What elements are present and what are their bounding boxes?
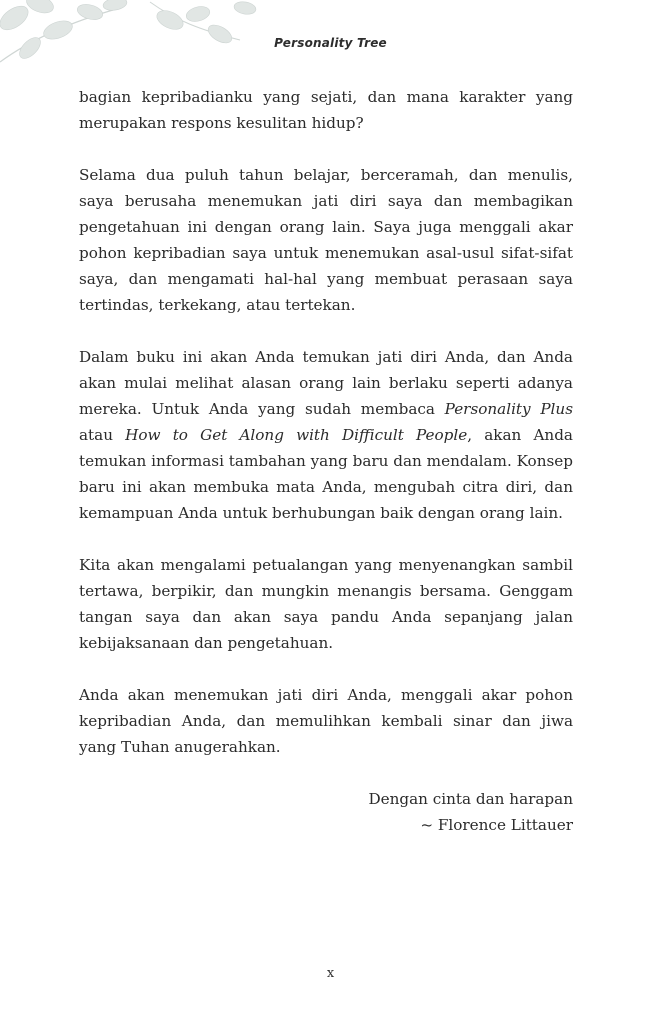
paragraph: bagian kepribadianku yang sejati, dan mana karakter yang merupakan respons kesulitan hidup?: [79, 88, 573, 132]
body-text: [79, 84, 573, 838]
author-name: ~ Florence Littauer: [420, 816, 573, 834]
paragraph: Anda akan menemukan jati diri Anda, menggali akar pohon kepribadian Anda, dan memulihkan kembali sinar dan jiwa yang Tuhan anugerahkan.: [79, 686, 573, 756]
paragraph: [79, 344, 573, 526]
book-title: Personality Plus: [444, 400, 573, 418]
paragraph-text: Dalam buku ini akan Anda temukan jati diri Anda, dan Anda akan mulai melihat alasan orang lain berlaku seperti adanya mereka. Untuk Anda yang sudah membaca: [79, 348, 573, 418]
signoff: [79, 786, 573, 838]
book-title: How to Get Along with Difficult People: [125, 426, 468, 444]
page-number: x: [326, 966, 335, 981]
running-header-title: Personality Tree: [274, 36, 387, 50]
paragraph: Kita akan mengalami petualangan yang menyenangkan sambil tertawa, berpikir, dan mungkin menangis bersama. Genggam tangan saya dan akan saya pandu Anda sepanjang jalan kebijaksanaan dan pengetahuan.: [79, 556, 573, 652]
paragraph: Selama dua puluh tahun belajar, berceramah, dan menulis, saya berusaha menemukan jati diri saya dan membagikan pengetahuan ini dengan orang lain. Saya juga menggali akar pohon kepribadian saya untuk menemukan asal-usul sifat-sifat saya, dan mengamati hal-hal yang membuat perasaan saya tertindas, terkekang, atau tertekan.: [79, 166, 573, 314]
paragraph-text: atau: [79, 426, 126, 444]
signoff-line: Dengan cinta dan harapan: [368, 790, 573, 808]
paragraph-text: , akan Anda temukan informasi tambahan yang baru dan mendalam. Konsep baru ini akan membuka mata Anda, mengubah citra diri, dan kemampuan Anda untuk berhubungan baik dengan orang lain.: [79, 426, 573, 522]
